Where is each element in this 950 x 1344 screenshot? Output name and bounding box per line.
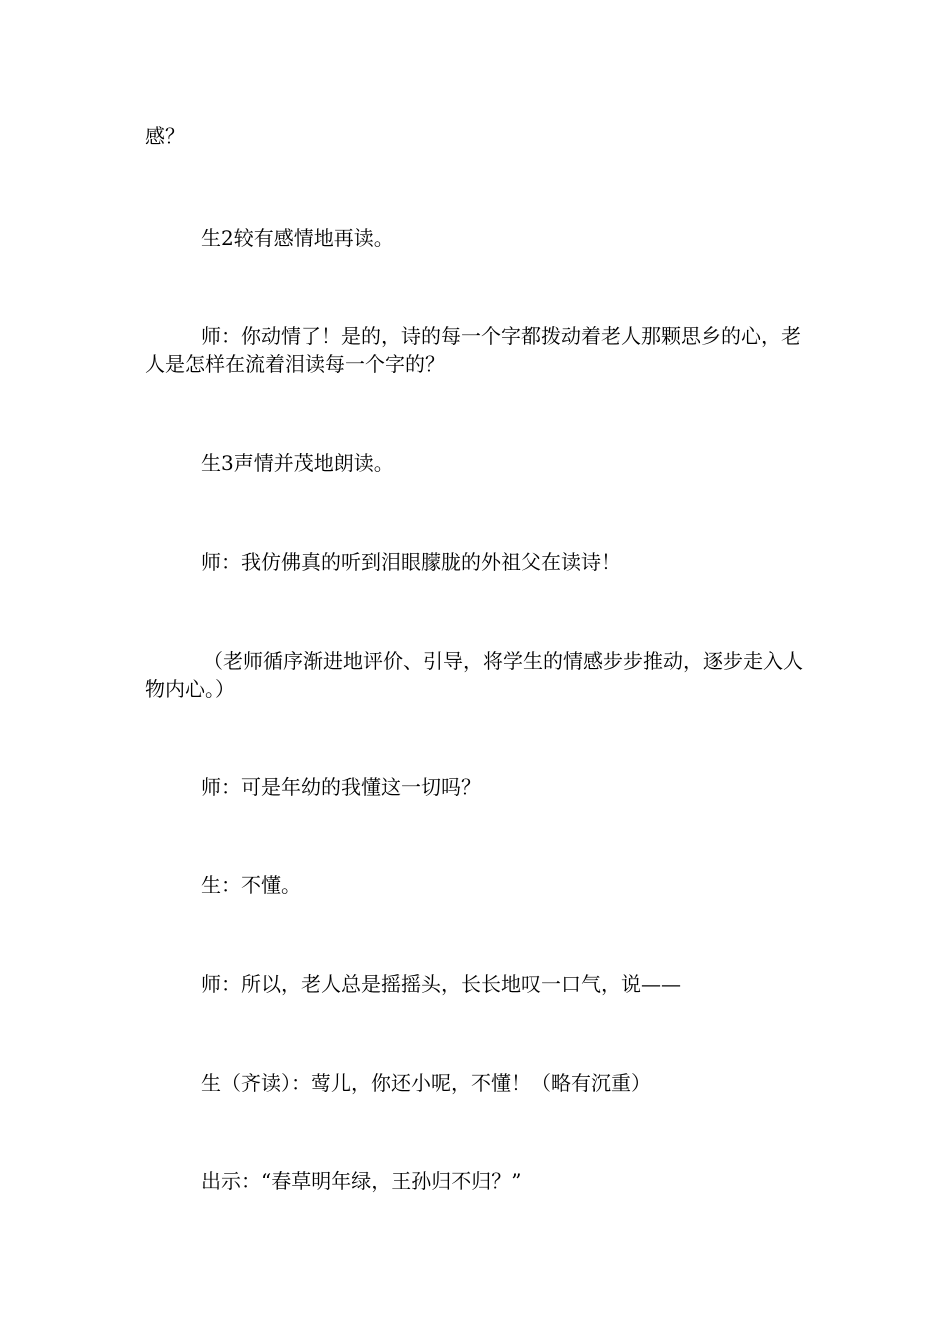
paragraph-show-poem: 出示：“春草明年绿，王孙归不归？” — [201, 1169, 522, 1193]
paragraph-continuation: 感？ — [145, 124, 185, 148]
paragraph-student-2: 生2较有感情地再读。 — [201, 226, 394, 250]
paragraph-student-answer: 生：不懂。 — [201, 873, 301, 897]
paragraph-teacher-question: 师：可是年幼的我懂这一切吗？ — [201, 775, 481, 799]
paragraph-student-3: 生3声情并茂地朗读。 — [201, 451, 394, 475]
paragraph-teaching-note: （老师循序渐进地评价、引导，将学生的情感步步推动，逐步走入人物内心。） — [145, 649, 803, 701]
paragraph-teacher-sigh: 师：所以，老人总是摇摇头，长长地叹一口气，说—— — [201, 972, 681, 996]
paragraph-teacher-moved: 师：你动情了！是的，诗的每一个字都拨动着老人那颗思乡的心，老人是怎样在流着泪读每一个字的？ — [145, 324, 801, 376]
paragraph-students-read: 生（齐读）：莺儿，你还小呢，不懂！（略有沉重） — [201, 1071, 651, 1095]
paragraph-teacher-heard: 师：我仿佛真的听到泪眼朦胧的外祖父在读诗！ — [201, 550, 621, 574]
